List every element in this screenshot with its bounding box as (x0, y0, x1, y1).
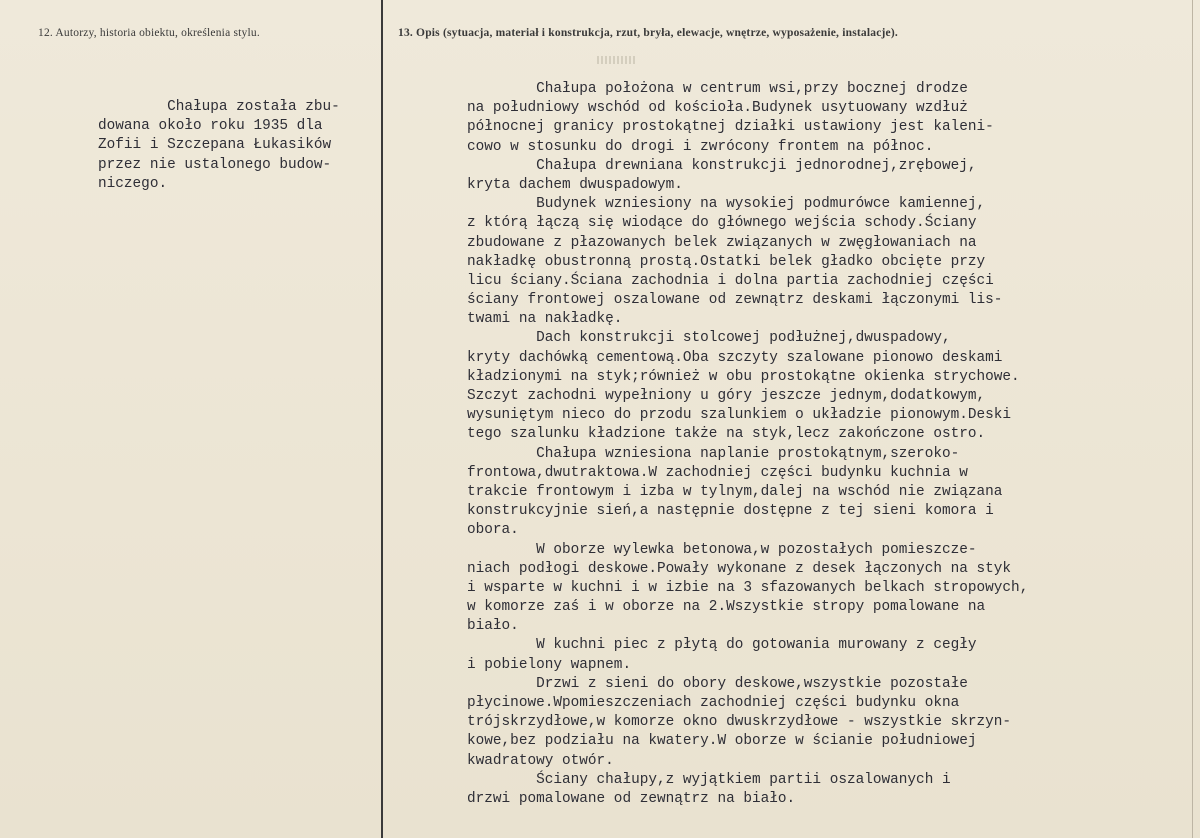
text-line: drzwi pomalowane od zewnątrz na biało. (467, 790, 796, 807)
text-line: W kuchni piec z płytą do gotowania murowany z cegły (467, 637, 977, 654)
description-text (467, 80, 1028, 809)
text-line: nakładkę obustronną prostą.Ostatki belek gładko obcięte przy (467, 253, 986, 270)
text-line: Chałupa położona w centrum wsi,przy bocznej drodze (467, 81, 968, 97)
text-line: Drzwi z sieni do obory deskowe,wszystkie pozostałe (467, 675, 968, 692)
text-line: licu ściany.Ściana zachodnia i dolna partia zachodniej części (467, 272, 994, 289)
text-line: kładzionymi na styk;również w obu prostokątne okienka strychowe. (467, 368, 1020, 385)
text-line: na południowy wschód od kościoła.Budynek usytuowany wzdłuż (467, 100, 968, 117)
text-line: przez nie ustalonego budow- (98, 156, 332, 173)
section-13-header (398, 27, 898, 39)
text-line: północnej granicy prostokątnej działki ustawiony jest kaleni- (467, 119, 994, 136)
text-line: kryty dachówką cementową.Oba szczyty szalowane pionowo deskami (467, 349, 1003, 366)
text-line: Zofii i Szczepana Łukasików (98, 137, 332, 154)
text-line: kwadratowy otwór. (467, 752, 614, 769)
text-line: trakcie frontowym i izba w tylnym,dalej na wschód nie związana (467, 483, 1003, 500)
text-line: wysuniętym nieco do przodu szalunkiem o układzie pionowym.Deski (467, 407, 1012, 424)
text-line: niczego. (98, 175, 168, 192)
text-line: Budynek wzniesiony na wysokiej podmurówce kamiennej, (467, 196, 986, 213)
text-line: Chałupa została zbu- (98, 99, 340, 115)
text-line: Chałupa wzniesiona naplanie prostokątnym,szeroko- (467, 445, 960, 462)
text-line: z którą łączą się wiodące do głównego wejścia schody.Ściany (467, 215, 977, 232)
column-divider (381, 0, 383, 838)
text-line: konstrukcyjnie sień,a następnie dostępne z tej sieni komora i (467, 503, 994, 520)
text-line: Dach konstrukcji stolcowej podłużnej,dwuspadowy, (467, 330, 951, 347)
text-line: Ściany chałupy,z wyjątkiem partii oszalowanych i (467, 771, 951, 788)
text-line: twami na nakładkę. (467, 311, 623, 328)
text-line: i wsparte w kuchni i w izbie na 3 sfazowanych belkach stropowych, (467, 579, 1029, 596)
text-line: zbudowane z płazowanych belek związanych w zwęgłowaniach na (467, 234, 977, 251)
text-line: frontowa,dwutraktowa.W zachodniej części budynku kuchnia w (467, 464, 968, 481)
text-line: trójskrzydłowe,w komorze okno dwuskrzydłowe - wszystkie skrzyn- (467, 714, 1012, 731)
text-line: tego szalunku kładzione także na styk,lecz zakończone ostro. (467, 426, 986, 443)
authors-history-text (98, 98, 340, 194)
text-line: W oborze wylewka betonowa,w pozostałych pomieszcze- (467, 541, 977, 558)
text-line: kowe,bez podziału na kwatery.W oborze w ścianie południowej (467, 733, 977, 750)
text-line: cowo w stosunku do drogi i zwrócony frontem na północ. (467, 138, 934, 155)
page-edge-rule (1192, 0, 1193, 838)
section-13-number: 13. Opis (398, 27, 440, 39)
section-13-subtitle: (sytuacja, materiał i konstrukcja, rzut, bryła, elewacje, wnętrze, wyposażenie, instalacje). (442, 27, 898, 39)
text-line: ściany frontowej oszalowane od zewnątrz deskami łączonymi lis- (467, 292, 1003, 309)
text-line: płycinowe.Wpomieszczeniach zachodniej części budynku okna (467, 695, 960, 711)
section-12-header: 12. Autorzy, historia obiektu, określenia stylu. (38, 27, 260, 39)
text-line: Chałupa drewniana konstrukcji jednorodnej,zrębowej, (467, 157, 977, 174)
text-line: dowana około roku 1935 dla (98, 118, 323, 135)
text-line: biało. (467, 618, 519, 635)
text-line: w komorze zaś i w oborze na 2.Wszystkie stropy pomalowane na (467, 599, 986, 616)
text-line: obora. (467, 522, 519, 539)
text-line: niach podłogi deskowe.Powały wykonane z desek łączonych na styk (467, 560, 1012, 577)
text-line: Szczyt zachodni wypełniony u góry jeszcze jednym,dodatkowym, (467, 388, 986, 404)
faint-stamp-mark (597, 56, 637, 64)
text-line: i pobielony wapnem. (467, 656, 632, 673)
text-line: kryta dachem dwuspadowym. (467, 176, 683, 193)
